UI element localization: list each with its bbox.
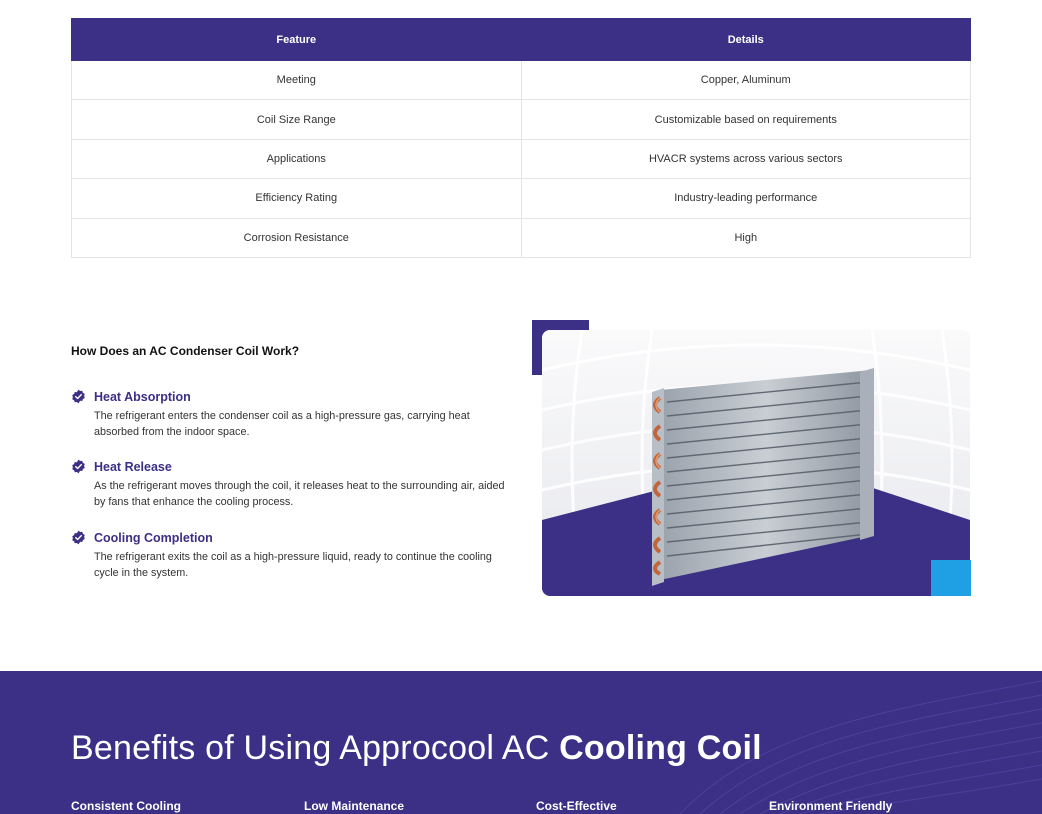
verified-badge-icon [71, 530, 86, 545]
step-cooling-completion [71, 530, 511, 581]
table-cell-details: High [521, 218, 971, 257]
benefit-consistent-cooling: Consistent Cooling [71, 799, 181, 813]
table-header-row [72, 19, 971, 61]
step-description: The refrigerant exits the coil as a high-pressure liquid, ready to continue the cooling cycle in the system. [94, 551, 492, 579]
verified-badge-icon [71, 389, 86, 404]
table-row [72, 100, 971, 139]
benefits-heading [71, 729, 762, 768]
verified-badge-icon [71, 459, 86, 474]
table-cell-feature: Corrosion Resistance [72, 218, 522, 257]
column-header-feature: Feature [72, 19, 522, 61]
table-cell-details: HVACR systems across various sectors [521, 139, 971, 178]
step-title: Cooling Completion [94, 530, 213, 545]
table-cell-details: Industry-leading performance [521, 179, 971, 218]
step-heat-release [71, 459, 511, 510]
step-title: Heat Release [94, 459, 172, 474]
spec-table [71, 18, 971, 258]
step-title: Heat Absorption [94, 389, 191, 404]
column-header-details: Details [521, 19, 971, 61]
table-row [72, 179, 971, 218]
condenser-coil-illustration [542, 330, 970, 596]
step-description: As the refrigerant moves through the coil, it releases heat to the surrounding air, aided by fans that enhance the cooling process. [94, 480, 505, 508]
table-cell-feature: Meeting [72, 61, 522, 100]
table-cell-details: Copper, Aluminum [521, 61, 971, 100]
condenser-coil-image [542, 330, 970, 596]
table-row [72, 218, 971, 257]
benefits-heading-light: Benefits of Using Approcool AC [71, 729, 560, 767]
benefits-section [0, 671, 1042, 814]
image-accent-corner [931, 560, 971, 596]
benefit-environment-friendly: Environment Friendly [769, 799, 893, 813]
table-row [72, 139, 971, 178]
table-cell-feature: Coil Size Range [72, 100, 522, 139]
table-row [72, 61, 971, 100]
table-cell-feature: Efficiency Rating [72, 179, 522, 218]
table-cell-feature: Applications [72, 139, 522, 178]
step-heat-absorption [71, 389, 511, 440]
benefit-cost-effective: Cost-Effective [536, 799, 617, 813]
step-description: The refrigerant enters the condenser coil as a high-pressure gas, carrying heat absorbed from the indoor space. [94, 410, 470, 438]
how-it-works-heading: How Does an AC Condenser Coil Work? [71, 344, 300, 358]
benefit-low-maintenance: Low Maintenance [304, 799, 405, 813]
table-cell-details: Customizable based on requirements [521, 100, 971, 139]
benefits-heading-bold: Cooling Coil [559, 729, 762, 767]
